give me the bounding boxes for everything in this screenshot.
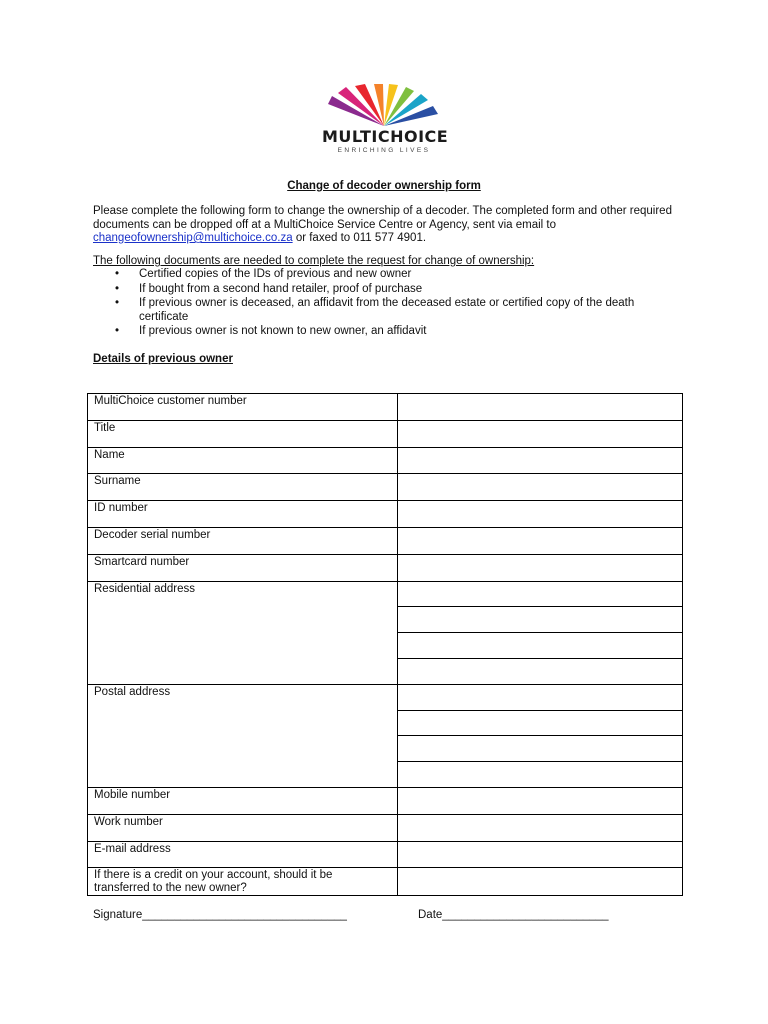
label-residential-address: Residential address [88,581,398,684]
logo-wordmark: MULTICHOICE [322,127,449,146]
documents-list [93,268,653,340]
field-postal-line-1[interactable] [398,684,683,710]
table-row [88,787,683,814]
intro-text-after: or faxed to 011 577 4901. [292,232,427,244]
field-work[interactable] [398,814,683,841]
table-row [88,527,683,554]
logo-tagline: ENRICHING LIVES [337,147,431,154]
signature-line[interactable]: Signature________________________________ [93,909,347,921]
field-postal-line-3[interactable] [398,736,683,762]
label-email: E-mail address [88,841,398,868]
field-decoder-serial[interactable] [398,527,683,554]
field-mobile[interactable] [398,787,683,814]
table-row [88,447,683,474]
field-residential-line-2[interactable] [398,607,683,633]
list-item-text: Certified copies of the IDs of previous and new owner [139,268,412,280]
list-item-text: If bought from a second hand retailer, proof of purchase [139,282,423,295]
list-item [93,268,653,282]
label-surname: Surname [88,474,398,501]
table-row [88,394,683,421]
field-title[interactable] [398,420,683,447]
field-postal-line-2[interactable] [398,710,683,736]
list-item [93,283,653,297]
label-postal-address: Postal address [88,684,398,787]
list-item-text: If previous owner is deceased, an affidavit from the deceased estate or certified copy of the death certificate [139,297,635,323]
table-row [88,474,683,501]
label-work: Work number [88,814,398,841]
label-title: Title [88,420,398,447]
previous-owner-table [87,393,683,896]
bullet-icon: • [115,325,120,337]
field-id-number[interactable] [398,501,683,528]
email-link[interactable]: changeofownership@multichoice.co.za [93,232,293,244]
field-credit-transfer[interactable] [398,868,683,896]
table-row [88,420,683,447]
field-residential-line-1[interactable] [398,581,683,607]
label-name: Name [88,447,398,474]
label-id-number: ID number [88,501,398,528]
field-smartcard[interactable] [398,554,683,581]
field-customer-number[interactable] [398,394,683,421]
intro-paragraph [93,205,693,246]
field-residential-line-4[interactable] [398,658,683,684]
section-heading: Details of previous owner [93,353,233,365]
label-customer-number: MultiChoice customer number [88,394,398,421]
list-item-text: If previous owner is not known to new owner, an affidavit [139,325,427,337]
intro-text: Please complete the following form to change the ownership of a decoder. The completed form and other required documents can be dropped off at a MultiChoice Service Centre or Agency, sent via email to [93,205,672,231]
table-row [88,684,683,710]
form-title: Change of decoder ownership form [287,180,481,192]
field-residential-line-3[interactable] [398,633,683,659]
label-mobile: Mobile number [88,787,398,814]
field-surname[interactable] [398,474,683,501]
bullet-icon: • [115,268,120,280]
field-name[interactable] [398,447,683,474]
table-row [88,554,683,581]
label-decoder-serial: Decoder serial number [88,527,398,554]
documents-heading: The following documents are needed to complete the request for change of ownership: [93,255,535,267]
bullet-icon: • [115,282,120,295]
table-row [88,841,683,868]
table-row [88,501,683,528]
field-email[interactable] [398,841,683,868]
list-item [93,325,653,339]
logo-fan-icon [322,84,446,130]
date-line[interactable]: Date__________________________ [418,909,609,921]
label-smartcard: Smartcard number [88,554,398,581]
table-row [88,814,683,841]
table-row [88,868,683,896]
multichoice-logo [322,84,449,160]
field-postal-line-4[interactable] [398,762,683,788]
list-item [93,297,653,324]
bullet-icon: • [115,297,120,309]
table-row [88,581,683,607]
label-credit-transfer: If there is a credit on your account, should it be transferred to the new owner? [88,868,398,896]
